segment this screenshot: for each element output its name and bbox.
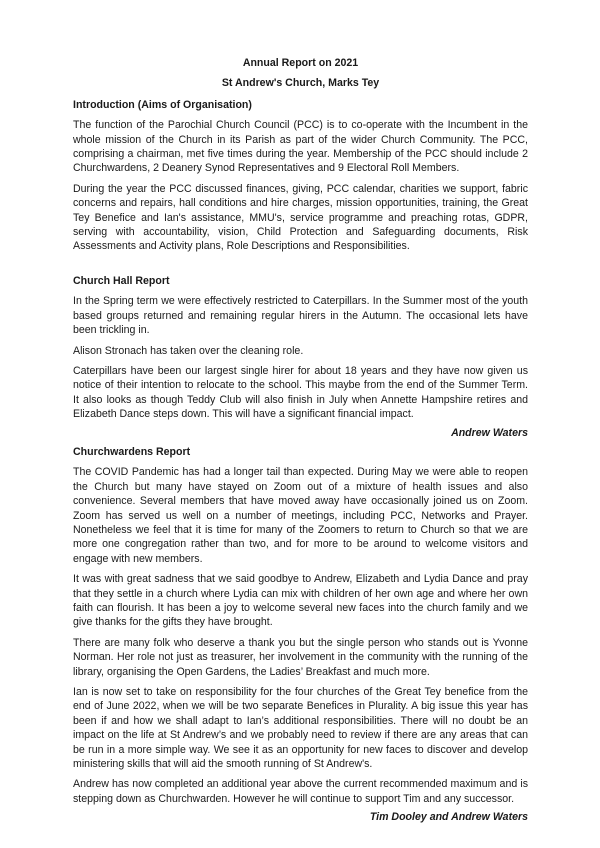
section-heading-introduction: Introduction (Aims of Organisation) — [73, 98, 252, 111]
paragraph: In the Spring term we were effectively restricted to Caterpillars. In the Summer most of the youth based groups returned and remaining regular hirers in the Autumn. The occasional lets have been trickling in. — [73, 295, 528, 337]
signature-churchwardens: Tim Dooley and Andrew Waters — [369, 811, 528, 824]
paragraph: The COVID Pandemic has had a longer tail than expected. During May we were able to reopen the Church but many have stayed on Zoom out of a mixture of health issues and also convenience. Several members that have moved away have occasionally joined us on Zoom. Zoom has served us well on a number of meetings, including PCC, Networks and Prayer. Nonetheless we feel that it is time for many of the Zoomers to return to Church so that we are more one congregation rather than two, and for more to be around to welcome visitors and engage with new members. — [73, 466, 528, 565]
section-churchwardens — [73, 445, 528, 825]
paragraph: There are many folk who deserve a thank you but the single person who stands out is Yvonne Norman. Her role not just as treasurer, her involvement in the community with the running of the library, organising the Open Gardens, the Ladies’ Breakfast and much more. — [73, 636, 528, 678]
document-subtitle: St Andrew's Church, Marks Tey — [221, 77, 380, 90]
document-title: Annual Report on 2021 — [242, 57, 359, 69]
paragraph: Ian is now set to take on responsibility for the four churches of the Great Tey benefice from the end of June 2022, when we will be two separate Benefices in Plurality. A big issue this year has been if and how we shall adapt to Ian’s additional responsibilities. There will no doubt be an impact on the life at St Andrew’s and we probably need to review if there are any areas that can be run in a more simple way. We see it as an opportunity for new faces to discover and develop ministering skills that will aid the smooth running of St Andrew's. — [73, 686, 528, 771]
section-spacer — [73, 260, 528, 274]
paragraph: Alison Stronach has taken over the cleaning role. — [73, 344, 304, 357]
section-heading-churchwardens: Churchwardens Report — [73, 445, 191, 458]
paragraph: Caterpillars have been our largest single hirer for about 18 years and they have now given us notice of their intention to relocate to the school. This maybe from the end of the Summer Term. It also looks as though Teddy Club will also finish in July when Annette Hampshire retires and Elizabeth Dance steps down. This will have a significant financial impact. — [73, 364, 528, 421]
paragraph: Andrew has now completed an additional year above the current recommended maximum and is stepping down as Churchwarden. However he will continue to support Tim and any successor. — [73, 778, 528, 805]
section-introduction — [73, 98, 528, 254]
section-church-hall — [73, 274, 528, 440]
paragraph: The function of the Parochial Church Council (PCC) is to co-operate with the Incumbent in the whole mission of the Church in its Parish as part of the wider Church Community. The PCC, comprising a chairman, met five times during the year. Membership of the PCC should include 2 Churchwardens, 2 Deanery Synod Representatives and 9 Electoral Roll Members. — [73, 119, 528, 175]
section-heading-church-hall: Church Hall Report — [73, 274, 170, 287]
signature-church-hall: Andrew Waters — [451, 426, 528, 439]
document-page — [73, 56, 528, 830]
paragraph: It was with great sadness that we said goodbye to Andrew, Elizabeth and Lydia Dance and pray that they settle in a church where Lydia can mix with children of her own age and where her own faith can flourish. It has been a joy to welcome several new faces into the church family and we give thanks for the gifts they have brought. — [73, 573, 528, 629]
paragraph: During the year the PCC discussed finances, giving, PCC calendar, charities we support, fabric concerns and repairs, hall conditions and hire charges, mission opportunities, training, the Great Tey Benefice and Ian's assistance, MMU's, service programme and preaching rotas, GDPR, serving with accountability, vision, Child Protection and Safeguarding documents, Risk Assessments and Activity plans, Role Descriptions and Responsibilities. — [73, 182, 528, 253]
